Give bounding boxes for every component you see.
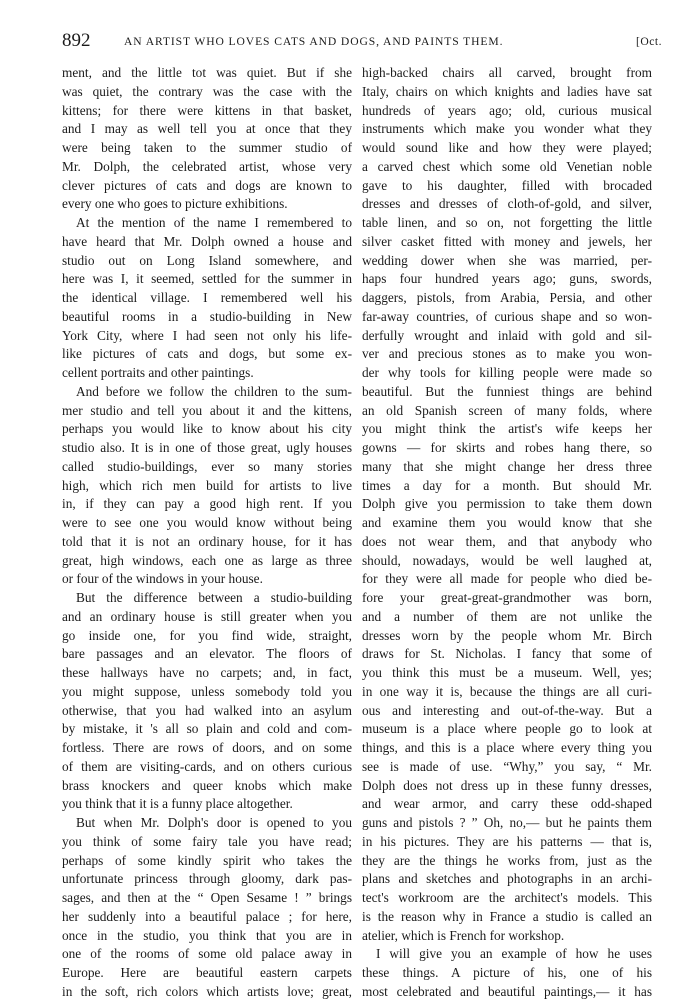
text-line: every one who goes to picture exhibitions. <box>62 196 288 212</box>
text-line: Mr. Dolph, the celebrated artist, whose very <box>62 158 352 174</box>
text-line: in one way it is, because the things are all curi- <box>362 683 652 699</box>
text-line: should, nowadays, would be well laughed at, <box>362 552 652 568</box>
text-line: mer studio and tell you about it and the kittens, <box>62 402 352 418</box>
text-line: dresses and dresses of cloth-of-gold, and silver, <box>362 196 652 212</box>
text-line: derfully wrought and inlaid with gold and sil- <box>362 327 652 343</box>
right-text-column <box>362 64 652 1002</box>
text-line: sages, and then at the “ Open Sesame ! ” brings <box>62 890 352 905</box>
text-line: fortless. There are rows of doors, and on some <box>62 740 352 755</box>
text-line: daggers, pistols, from Arabia, Persia, and other <box>362 290 652 305</box>
text-line: clever pictures of cats and dogs are known to <box>62 177 352 193</box>
text-line: museum is a place where people go to look at <box>362 721 652 737</box>
text-line: dresses worn by the people whom Mr. Birch <box>362 627 652 643</box>
text-line: was quiet, the contrary was the case with the <box>62 83 352 99</box>
text-line: draws for St. Nicholas. I fancy that some of <box>362 646 652 662</box>
text-line: things, and this is a place where every thing you <box>362 740 652 755</box>
text-line: gave to his daughter, filled with brocaded <box>362 177 652 193</box>
text-line: But the difference between a studio-building <box>76 590 352 605</box>
text-line: go inside one, for you find wide, straight, <box>62 627 352 643</box>
text-line: here was I, it seemed, settled for the summer in <box>62 271 352 287</box>
text-line: many that she might change her dress three <box>362 458 652 474</box>
text-line: cellent portraits and other paintings. <box>62 365 254 380</box>
text-line: der why tools for killing people were made so <box>362 365 652 380</box>
text-line: far-away countries, of curious shape and so won- <box>362 308 652 324</box>
text-line: plans and sketches and photographs in an archi- <box>362 871 652 887</box>
text-line: instruments which make you wonder what they <box>362 121 652 137</box>
text-line: you think this must be a museum. Well, yes; <box>362 665 652 680</box>
text-line: high-backed chairs all carved, brought from <box>362 65 652 80</box>
text-line: an old Spanish screen of many folds, where <box>362 402 652 418</box>
text-line: studio out on Long Island somewhere, and <box>62 252 352 268</box>
issue-month: [Oct. <box>636 35 662 48</box>
text-line: the identical village. I remembered well his <box>62 290 352 305</box>
text-line: told that it is not an ordinary house, for it has <box>62 533 352 549</box>
text-line: does not wear them, and that anybody who <box>362 533 652 549</box>
text-line: perhaps of some kindly spirit who takes the <box>62 852 352 868</box>
text-line: and an ordinary house is still greater when you <box>62 608 352 624</box>
text-line: wedding dower when she was married, per- <box>362 252 652 268</box>
text-line: in, if they can pay a good high rent. If you <box>62 496 352 512</box>
text-line: unfortunate princess through gloomy, dark pas- <box>62 871 352 887</box>
text-line: called studio-buildings, ever so many stories <box>62 458 352 474</box>
text-line: is the reason why in France a studio is called an <box>362 908 652 924</box>
text-line: of them are visiting-cards, and on others curious <box>62 758 352 774</box>
text-line: a carved chest which some old Venetian noble <box>362 158 652 174</box>
running-header <box>62 30 662 56</box>
text-line: bare passages and an elevator. The floors of <box>62 646 352 662</box>
text-line: or four of the windows in your house. <box>62 571 263 587</box>
text-line: great, high windows, each one as large as three <box>62 552 352 568</box>
text-line: York City, where I had seen not only his life- <box>62 327 352 343</box>
text-line: times a day for a month. But should Mr. <box>362 477 652 493</box>
text-line: haps four hundred years ago; guns, swords, <box>362 271 652 287</box>
text-line: kittens; for there were kittens in that basket, <box>62 102 352 118</box>
text-line: ver and precious stones as to make you won- <box>362 346 652 362</box>
text-line: silver casket fitted with money and jewels, her <box>362 233 652 249</box>
text-line: these hallways have no carpets; and, in fact, <box>62 665 352 680</box>
text-line: atelier, which is French for workshop. <box>362 927 565 943</box>
text-line: in the soft, rich colors which artists love; great, <box>62 983 352 999</box>
text-line: hundreds of years ago; old, curious musical <box>362 102 652 118</box>
text-line: one of the rooms of some old palace away in <box>62 946 352 962</box>
text-line: ous and interesting and out-of-the-way. But a <box>362 702 652 718</box>
text-line: for they were all made for people who died be- <box>362 571 652 587</box>
text-line: And before we follow the children to the sum- <box>76 383 352 399</box>
text-line: and I may as well tell you at once that they <box>62 121 352 137</box>
text-line: At the mention of the name I remembered to <box>76 215 352 230</box>
text-line: Italy, chairs on which knights and ladies have sat <box>362 83 652 99</box>
text-line: would sound like and how they were played; <box>362 140 652 155</box>
text-line: her suddenly into a beautiful palace ; for here, <box>62 908 352 924</box>
text-line: studio also. It is in one of those great, ugly houses <box>62 440 352 455</box>
text-line: beautiful. But the funniest things are behind <box>362 383 652 399</box>
page-number: 892 <box>62 30 91 51</box>
text-line: most celebrated and beautiful paintings,— it has <box>362 983 652 999</box>
text-line: you might suppose, unless somebody told you <box>62 683 352 699</box>
text-line: But when Mr. Dolph's door is opened to you <box>76 815 352 830</box>
text-line: you think of some fairy tale you have read; <box>62 833 352 849</box>
text-line: table linen, and so on, not forgetting the little <box>362 215 652 230</box>
text-line: see is made of use. “Why,” you say, “ Mr. <box>362 758 652 774</box>
text-line: you might think the artist's wife keeps her <box>362 421 652 437</box>
text-line: they are the things he works from, just as the <box>362 852 652 868</box>
text-line: fore your great-great-grandmother was born, <box>362 590 652 605</box>
text-line: and a number of them are not unlike the <box>362 608 652 624</box>
text-line: Europe. Here are beautiful eastern carpets <box>62 965 352 980</box>
text-line: you think that it is a funny place altogether. <box>62 796 293 812</box>
text-line: were to see one you would know without being <box>62 515 352 530</box>
text-line: beautiful rooms in a studio-building in New <box>62 308 352 324</box>
text-line: by mistake, it 's all so plain and cold and com- <box>62 721 352 737</box>
text-line: Dolph give you permission to take them down <box>362 496 652 512</box>
text-line: tect's workroom are the architect's models. This <box>362 890 652 905</box>
text-line: high, which rich men build for artists to live <box>62 477 352 493</box>
text-line: these things. A picture of his, one of his <box>362 965 652 980</box>
text-line: were being taken to the summer studio of <box>62 140 352 155</box>
running-title: AN ARTIST WHO LOVES CATS AND DOGS, AND PAINTS THEM. <box>124 35 504 48</box>
text-line: like pictures of cats and dogs, but some ex- <box>62 346 352 362</box>
text-line: and wear armor, and carry these odd-shaped <box>362 796 652 812</box>
text-line: brass knockers and queer knobs which make <box>62 777 352 793</box>
text-line: and examine them you would know that she <box>362 515 652 530</box>
text-line: Dolph does not dress up in these funny dresses, <box>362 777 652 793</box>
text-line: guns and pistols ? ” Oh, no,— but he paints them <box>362 815 652 830</box>
text-line: ment, and the little tot was quiet. But if she <box>62 65 352 80</box>
text-line: otherwise, that you had walked into an asylum <box>62 702 352 718</box>
text-line: gowns — for skirts and robes hang there, so <box>362 440 652 455</box>
text-line: in his pictures. They are his patterns — that is, <box>362 833 652 849</box>
text-line: perhaps you would like to know about his city <box>62 421 352 437</box>
left-text-column <box>62 64 352 1002</box>
text-line: once in the studio, you think that you are in <box>62 927 352 943</box>
text-line: I will give you an example of how he uses <box>376 946 652 962</box>
text-line: have heard that Mr. Dolph owned a house and <box>62 233 352 249</box>
